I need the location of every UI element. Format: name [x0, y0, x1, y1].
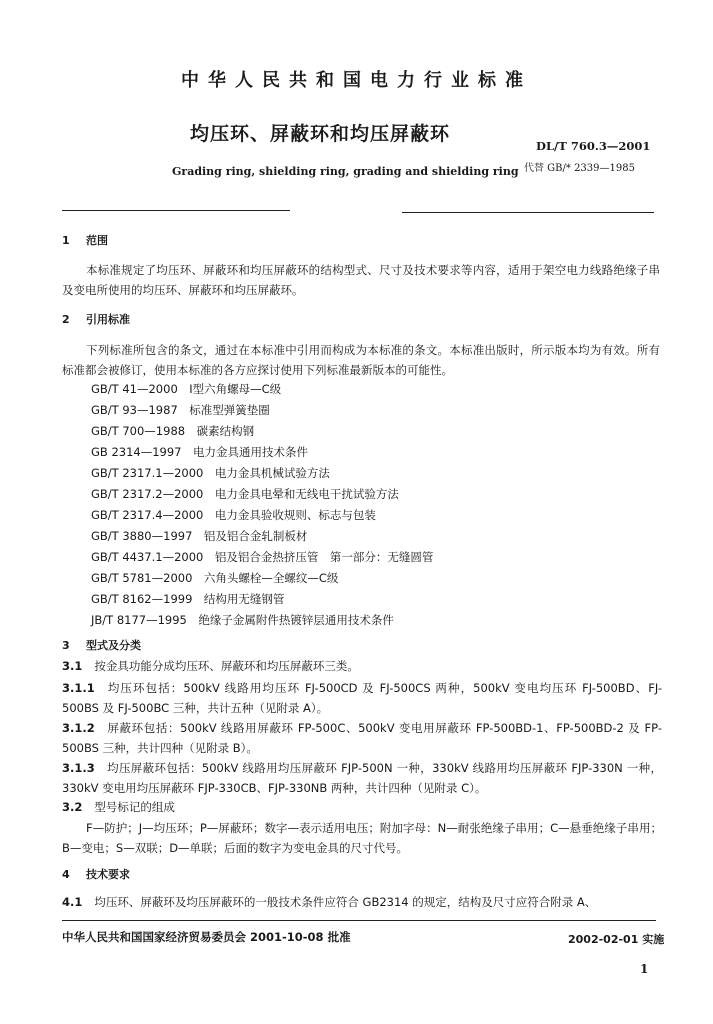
reference-item: GB/T 93—1987 标准型弹簧垫圈	[91, 403, 270, 417]
clause-number: 4.1	[62, 895, 83, 909]
clause-3-1-1	[62, 678, 662, 718]
page-number: 1	[640, 962, 649, 976]
approval-note: 中华人民共和国国家经济贸易委员会 2001-10-08 批准	[62, 930, 351, 944]
reference-item: GB/T 2317.1—2000 电力金具机械试验方法	[91, 466, 330, 480]
clause-text: 型号标记的组成	[94, 800, 175, 814]
divider-left	[62, 210, 290, 211]
reference-item: GB/T 8162—1999 结构用无缝钢管	[91, 592, 285, 606]
reference-item: GB 2314—1997 电力金具通用技术条件	[91, 445, 308, 459]
section-number: 2	[62, 313, 70, 326]
clause-number: 3.2	[62, 800, 83, 814]
clause-text: 均压环、屏蔽环及均压屏蔽环的一般技术条件应符合 GB2314 的规定，结构及尺寸应符合附录 A、	[94, 895, 597, 909]
section-3-heading	[62, 637, 141, 653]
section-1-heading	[62, 232, 108, 248]
clause-text: 均压屏蔽环包括：500kV 线路用均压屏蔽环 FJP-500N 一种，330kV 线路用均压屏蔽环 FJP-330N 一种，330kV 变电用均压屏蔽环 FJP-330CB、FJP-330NB 两种，共计四种（见附录 C）。	[62, 761, 662, 795]
section-number: 4	[62, 868, 70, 881]
section-number: 3	[62, 639, 70, 652]
clause-4-1	[62, 892, 662, 912]
clause-number: 3.1.3	[62, 761, 95, 775]
english-title: Grading ring, shielding ring, grading and shielding ring	[172, 165, 519, 178]
clause-3-2	[62, 797, 662, 817]
section-number: 1	[62, 234, 70, 247]
references-intro: 下列标准所包含的条文，通过在本标准中引用而构成为本标准的条文。本标准出版时，所示版本均为有效。所有标准都会被修订，使用本标准的各方应探讨使用下列标准最新版本的可能性。	[62, 343, 660, 377]
section-4-heading	[62, 866, 130, 882]
clause-number: 3.1.2	[62, 721, 95, 735]
footer-divider	[62, 920, 656, 921]
clause-3-1-3	[62, 758, 662, 798]
implementation-date: 2002-02-01 实施	[568, 933, 665, 946]
reference-item: GB/T 2317.2—2000 电力金具电晕和无线电干扰试验方法	[91, 487, 399, 501]
standard-code: DL/T 760.3—2001	[536, 139, 651, 153]
clause-text: 屏蔽环包括：500kV 线路用屏蔽环 FP-500C、500kV 变电用屏蔽环 FP-500BD-1、FP-500BD-2 及 FP-500BS 三种，共计四种（见附录 B）。	[62, 721, 662, 755]
section-2-heading	[62, 311, 130, 327]
reference-item: GB/T 4437.1—2000 铝及铝合金热挤压管 第一部分：无缝圆管	[91, 550, 434, 564]
standard-header: 中华人民共和国电力行业标准	[181, 70, 532, 91]
section-title: 范围	[86, 234, 108, 247]
replaces-note: 代替 GB/* 2339—1985	[524, 163, 635, 174]
reference-item: GB/T 5781—2000 六角头螺栓—全螺纹—C级	[91, 571, 339, 585]
clause-3-1-2	[62, 718, 662, 758]
divider-right	[402, 212, 654, 213]
section-title: 型式及分类	[86, 639, 141, 652]
clause-number: 3.1.1	[62, 681, 95, 695]
scope-paragraph: 本标准规定了均压环、屏蔽环和均压屏蔽环的结构型式、尺寸及技术要求等内容，适用于架空电力线路绝缘子串及变电所使用的均压环、屏蔽环和均压屏蔽环。	[62, 263, 660, 297]
clause-number: 3.1	[62, 659, 83, 673]
document-title: 均压环、屏蔽环和均压屏蔽环	[190, 123, 451, 145]
reference-item: GB/T 2317.4—2000 电力金具验收规则、标志与包装	[91, 508, 376, 522]
reference-item: GB/T 3880—1997 铝及铝合金轧制板材	[91, 529, 308, 543]
clause-text: 按金具功能分成均压环、屏蔽环和均压屏蔽环三类。	[94, 659, 359, 673]
type-code-explanation: F—防护；J—均压环；P—屏蔽环；数字—表示适用电压；附加字母：N—耐张绝缘子串用；C—悬垂绝缘子串用；B—变电；S—双联；D—单联；后面的数字为变电金具的尺寸代号。	[62, 821, 662, 855]
section-title: 引用标准	[86, 313, 130, 326]
reference-item: JB/T 8177—1995 绝缘子金属附件热镀锌层通用技术条件	[91, 613, 394, 627]
section-title: 技术要求	[86, 868, 130, 881]
clause-text: 均压环包括：500kV 线路用均压环 FJ-500CD 及 FJ-500CS 两种，500kV 变电均压环 FJ-500BD、FJ-500BS 及 FJ-500BC 三种，共计五种（见附录 A）。	[62, 681, 662, 715]
clause-3-1	[62, 656, 662, 676]
reference-item: GB/T 41—2000 Ⅰ型六角螺母—C级	[91, 382, 282, 396]
reference-item: GB/T 700—1988 碳素结构钢	[91, 424, 255, 438]
